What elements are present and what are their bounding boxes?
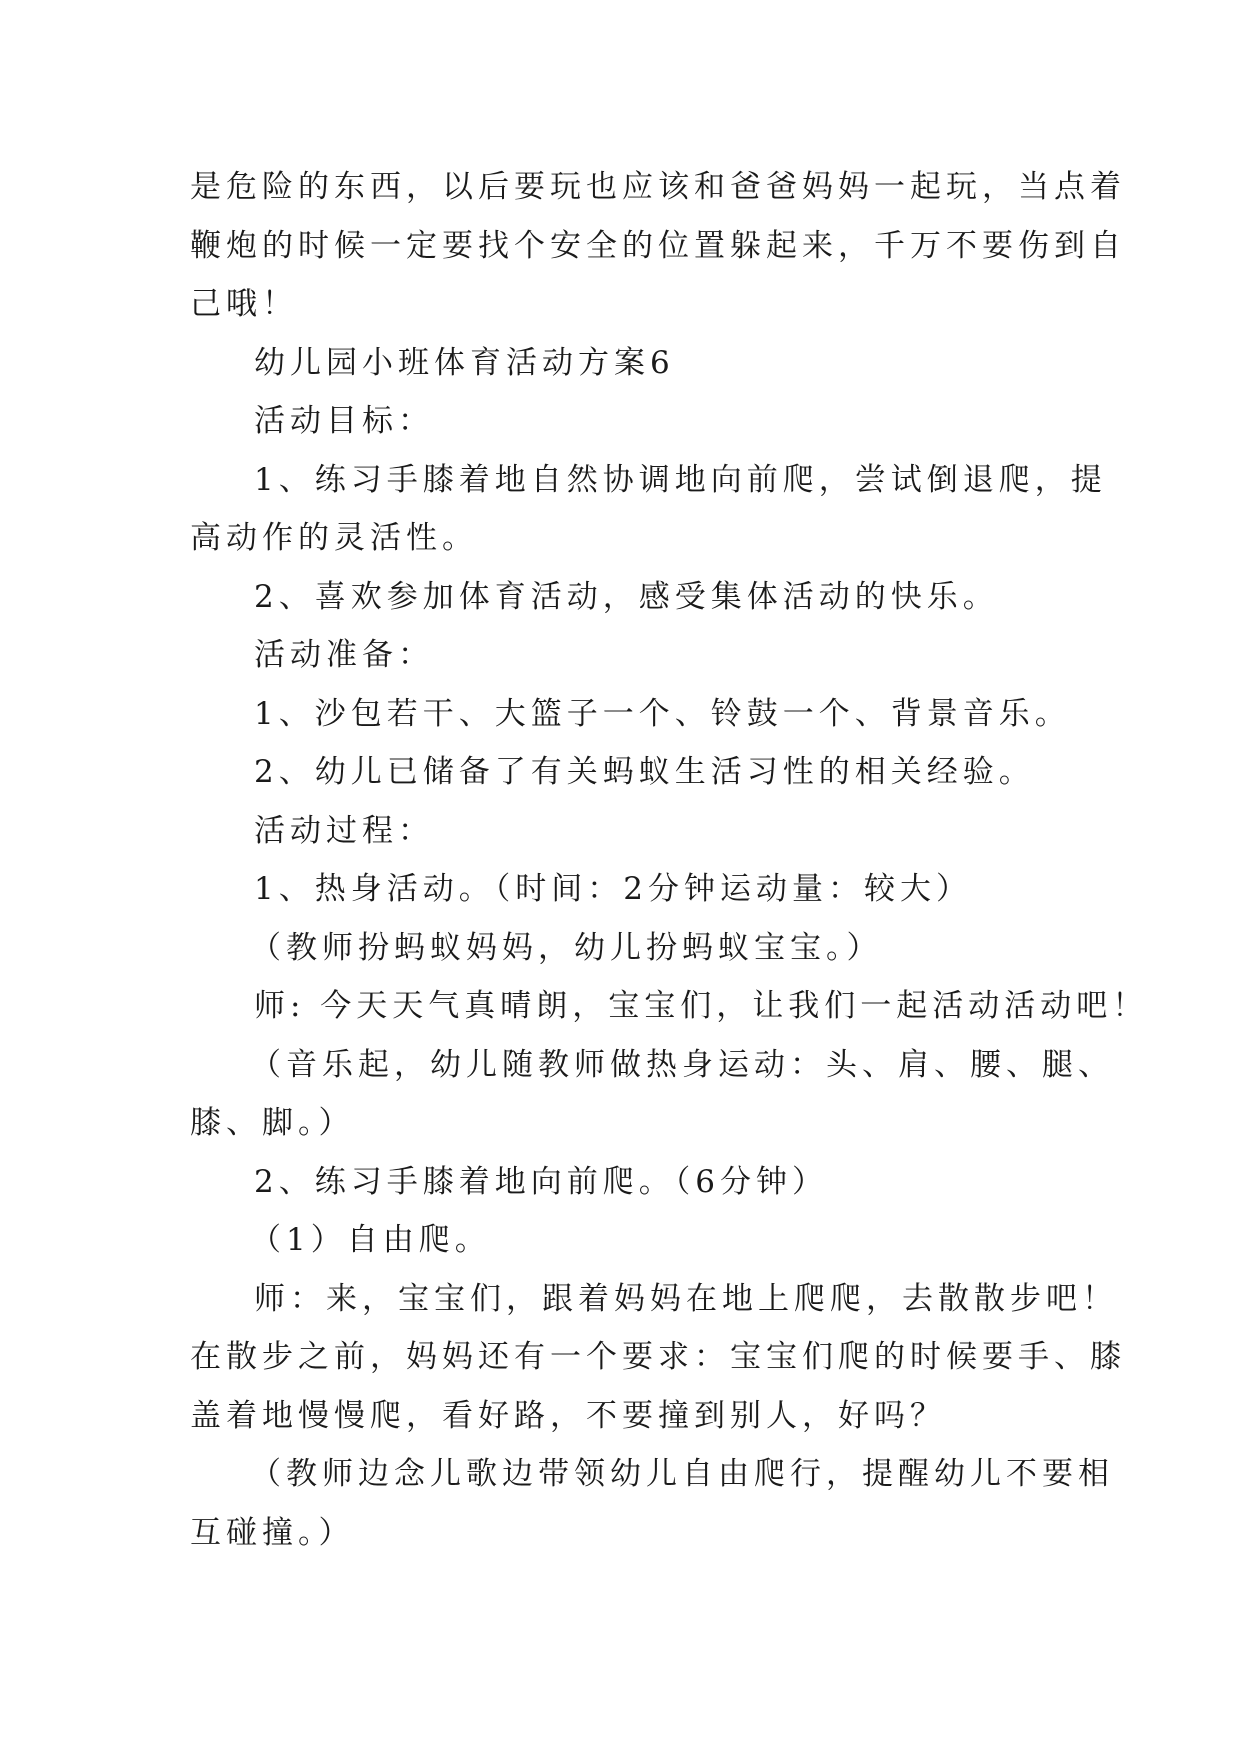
text-line: 2、幼儿已储备了有关蚂蚁生活习性的相关经验。 — [254, 754, 1035, 790]
text-line: 师: 今天天气真晴朗，宝宝们，让我们一起活动活动吧！ — [254, 988, 1149, 1024]
text-line: 膝、脚。） — [190, 1105, 355, 1141]
text-line: 1、热身活动。（时间：2分钟运动量：较大） — [254, 871, 972, 907]
text-line: 盖着地慢慢爬，看好路，不要撞到别人，好吗？ — [190, 1397, 946, 1434]
text-line: 师：来，宝宝们，跟着妈妈在地上爬爬，去散散步吧！ — [254, 1280, 1118, 1317]
text-line: 1、练习手膝着地自然协调地向前爬，尝试倒退爬，提 — [254, 461, 1107, 498]
section-title: 幼儿园小班体育活动方案6 — [254, 344, 675, 381]
text-line: 2、喜欢参加体育活动，感受集体活动的快乐。 — [254, 578, 999, 615]
text-line: （教师扮蚂蚁妈妈，幼儿扮蚂蚁宝宝。） — [250, 929, 883, 966]
text-line: 鞭炮的时候一定要找个安全的位置躲起来，千万不要伤到自 — [190, 227, 1126, 264]
text-line: 高动作的灵活性。 — [190, 520, 478, 556]
heading-process: 活动过程： — [254, 812, 434, 849]
text-line: 是危险的东西，以后要玩也应该和爸爸妈妈一起玩，当点着 — [190, 169, 1126, 205]
text-line: （音乐起，幼儿随教师做热身运动：头、肩、腰、腿、 — [250, 1046, 1114, 1083]
text-line: 互碰撞。） — [190, 1514, 355, 1551]
document-body — [190, 158, 1149, 1562]
text-line: （教师边念儿歌边带领幼儿自由爬行，提醒幼儿不要相 — [250, 1456, 1114, 1492]
text-line: 2、练习手膝着地向前爬。（6分钟） — [254, 1163, 828, 1200]
text-line: 在散步之前，妈妈还有一个要求：宝宝们爬的时候要手、膝 — [190, 1339, 1126, 1375]
heading-objectives: 活动目标： — [254, 403, 434, 439]
text-line: （1）自由爬。 — [250, 1222, 491, 1258]
text-line: 己哦！ — [190, 286, 298, 322]
text-line: 1、沙包若干、大篮子一个、铃鼓一个、背景音乐。 — [254, 695, 1071, 732]
heading-preparation: 活动准备： — [254, 637, 434, 673]
